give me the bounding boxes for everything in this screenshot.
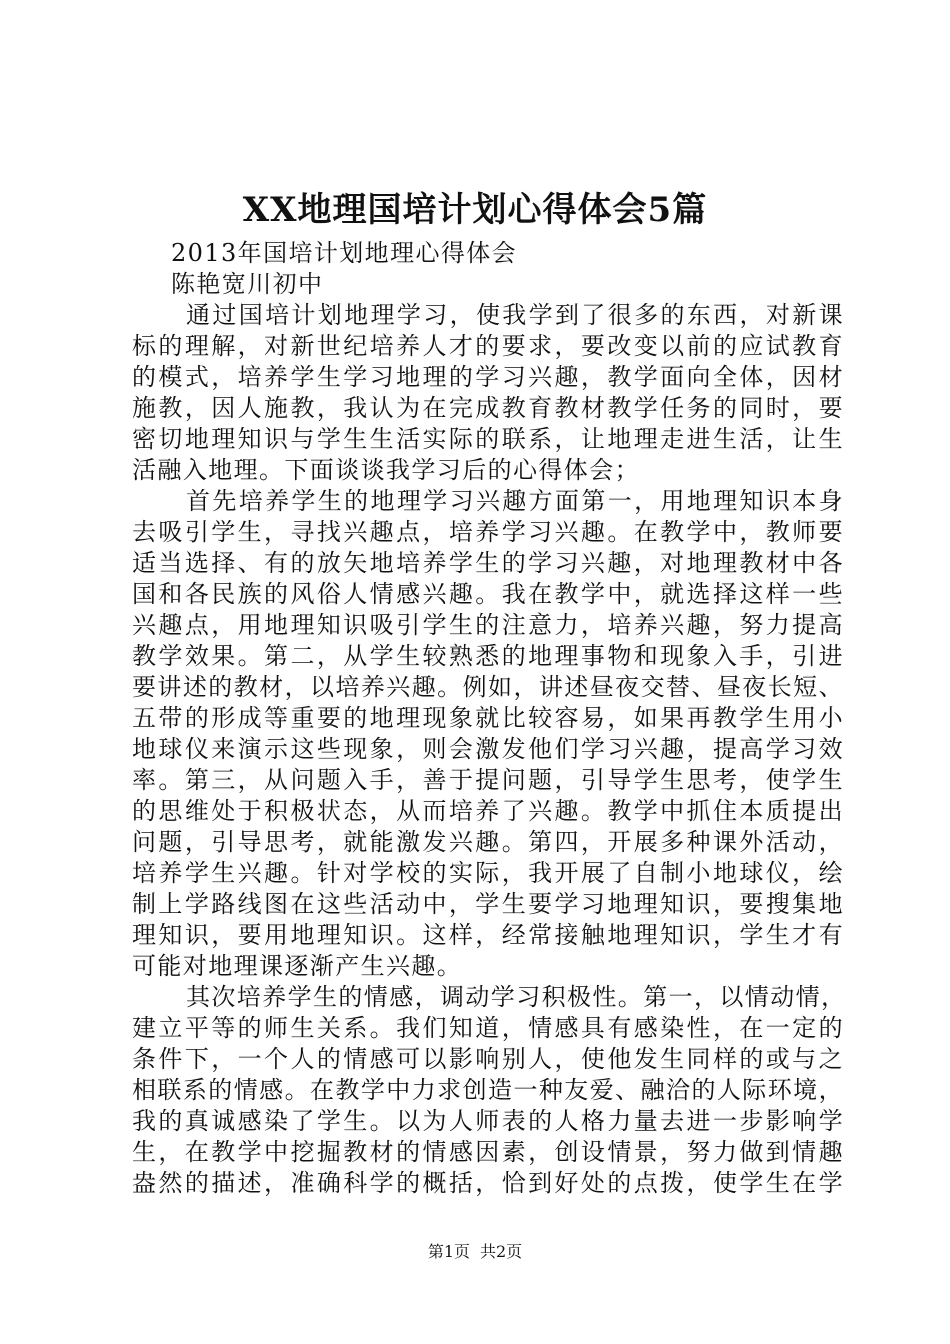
paragraph-line: 培养学生兴趣。针对学校的实际，我开展了自制小地球仪，绘 [132,859,844,887]
paragraph-line: 条件下，一个人的情感可以影响别人，使他发生同样的或与之 [132,1045,844,1073]
paragraph [132,982,847,1199]
paragraph-line: 五带的形成等重要的地理现象就比较容易，如果再教学生用小 [132,704,844,732]
paragraph-line: 适当选择、有的放矢地培养学生的学习兴趣，对地理教材中各 [132,549,844,577]
paragraph-line: 密切地理知识与学生生活实际的联系，让地理走进生活，让生 [132,425,844,453]
page-footer [0,1241,950,1263]
paragraph [132,300,844,486]
paragraph-line: 国和各民族的风俗人情感兴趣。我在教学中，就选择这样一些 [132,580,844,608]
page-total: 共2页 [480,1242,523,1261]
paragraph-line: 理知识，要用地理知识。这样，经常接触地理知识，学生才有 [132,921,844,949]
paragraph-line: 标的理解，对新世纪培养人才的要求，要改变以前的应试教育 [132,332,844,360]
paragraph-line: 施教，因人施教，我认为在完成教育教材教学任务的同时，要 [132,394,844,422]
page-title: XX地理国培计划心得体会5篇 [242,190,708,230]
document-body [132,238,847,1199]
paragraph-line: 相联系的情感。在教学中力求创造一种友爱、融洽的人际环境， [132,1076,844,1104]
paragraph [132,486,844,982]
paragraph-line: 地球仪来演示这些现象，则会激发他们学习兴趣，提高学习效 [132,735,844,763]
paragraph-line: 可能对地理课逐渐产生兴趣。 [132,952,463,980]
paragraph-line: 要讲述的教材，以培养兴趣。例如，讲述昼夜交替、昼夜长短、 [132,673,844,701]
subheading-line: 2013年国培计划地理心得体会 [171,239,518,267]
paragraph-line: 活融入地理。下面谈谈我学习后的心得体会； [132,456,640,484]
paragraph-line: 的思维处于积极状态，从而培养了兴趣。教学中抓住本质提出 [132,797,844,825]
paragraph-line: 首先培养学生的地理学习兴趣方面第一，用地理知识本身 [186,487,844,515]
paragraph-line: 建立平等的师生关系。我们知道，情感具有感染性，在一定的 [132,1014,844,1042]
paragraph-line: 通过国培计划地理学习，使我学到了很多的东西，对新课 [186,301,844,329]
paragraph-line: 的模式，培养学生学习地理的学习兴趣，教学面向全体，因材 [132,363,844,391]
paragraph-line: 其次培养学生的情感，调动学习积极性。第一，以情动情， [186,983,847,1011]
paragraph-line: 率。第三，从问题入手，善于提问题，引导学生思考，使学生 [132,766,844,794]
paragraph-line: 制上学路线图在这些活动中，学生要学习地理知识，要搜集地 [132,890,844,918]
page-number: 第1页 [427,1242,470,1261]
paragraph-line: 兴趣点，用地理知识吸引学生的注意力，培养兴趣，努力提高 [132,611,844,639]
paragraph-line: 我的真诚感染了学生。以为人师表的人格力量去进一步影响学 [132,1107,844,1135]
paragraph-line: 生，在教学中挖掘教材的情感因素，创设情景，努力做到情趣 [132,1138,844,1166]
paragraph-line: 去吸引学生，寻找兴趣点，培养学习兴趣。在教学中，教师要 [132,518,844,546]
author-line: 陈艳宽川初中 [171,270,324,298]
paragraph-line: 盎然的描述，准确科学的概括，恰到好处的点拨，使学生在学 [132,1169,844,1197]
paragraph-line: 问题，引导思考，就能激发兴趣。第四，开展多种课外活动， [132,828,844,856]
paragraph-line: 教学效果。第二，从学生较熟悉的地理事物和现象入手，引进 [132,642,844,670]
